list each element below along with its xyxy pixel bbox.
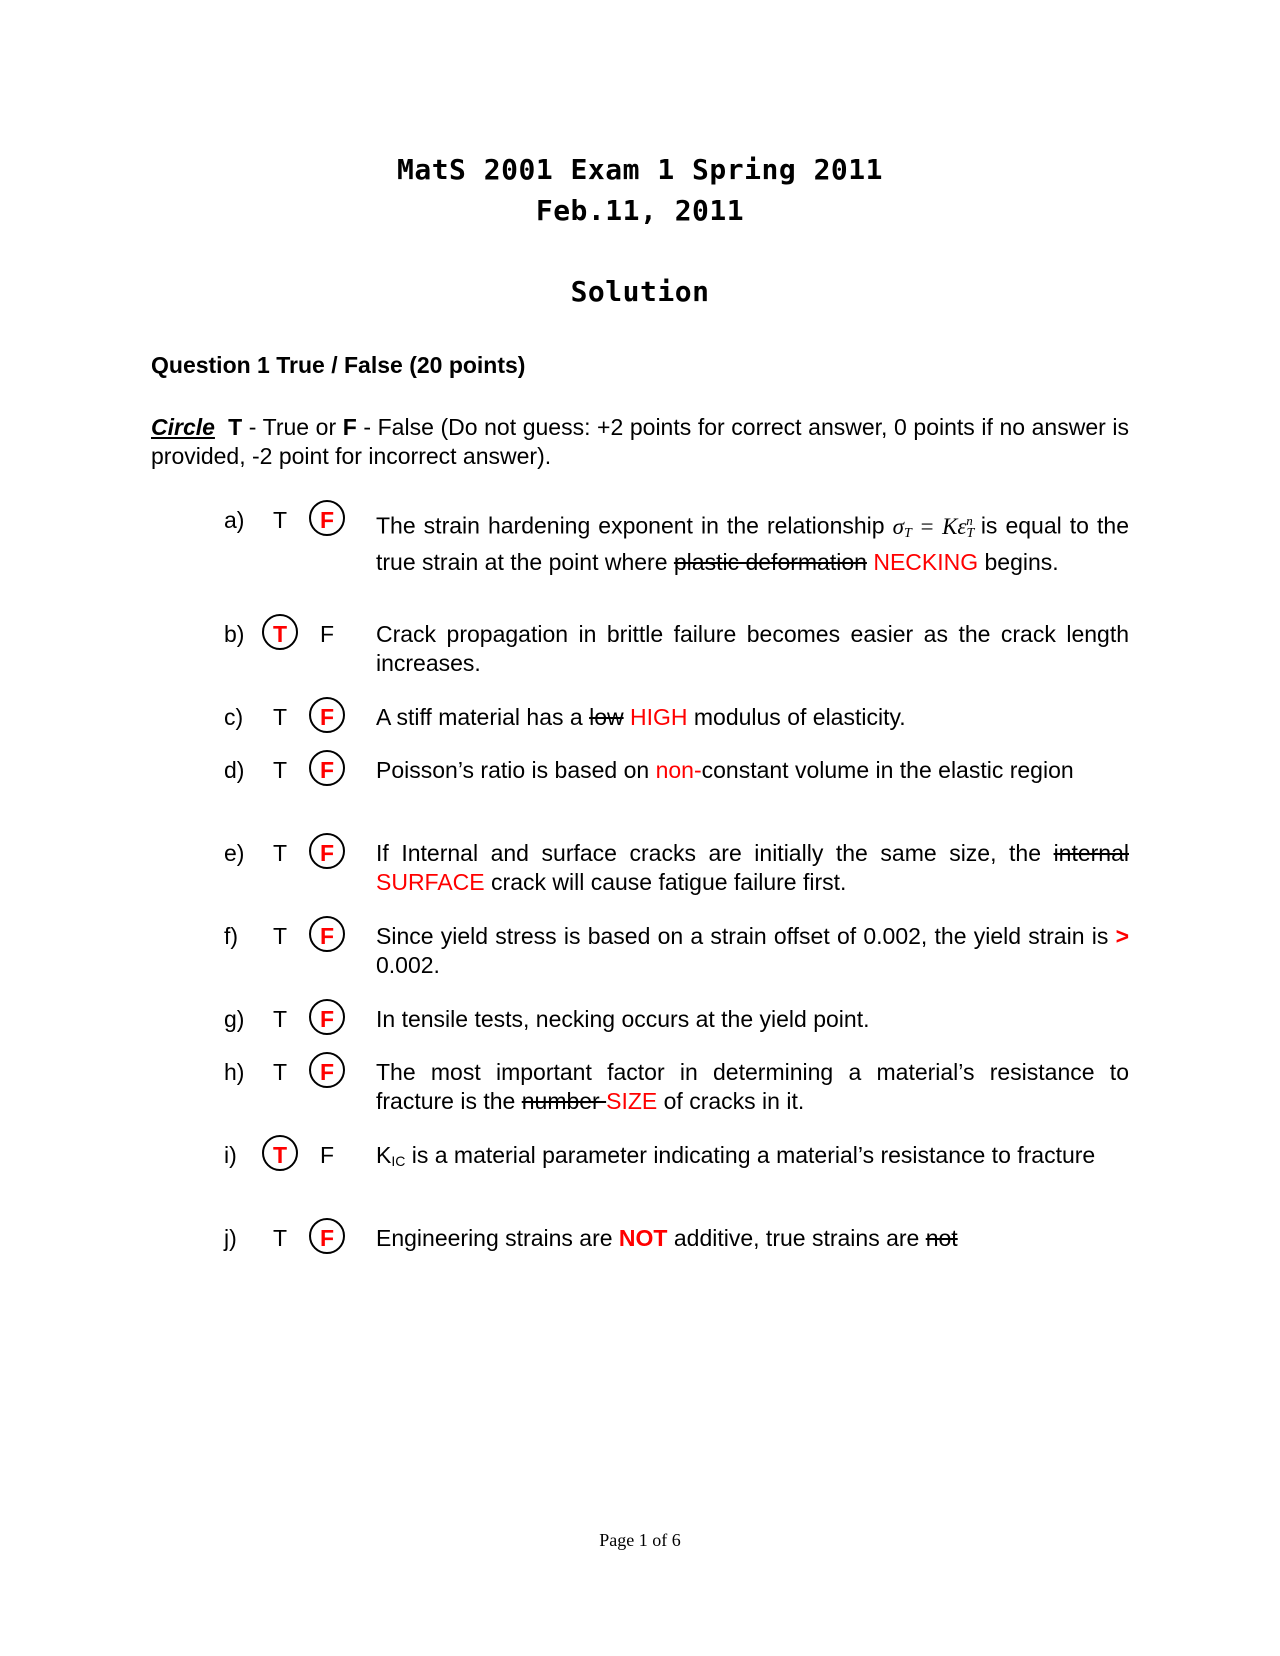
- text-run: The strain hardening exponent in the relationship: [376, 512, 893, 539]
- question-text: [376, 506, 1129, 577]
- question-label: c): [224, 704, 244, 730]
- option-true[interactable]: T: [272, 621, 288, 647]
- instr-true-letter: T: [228, 414, 243, 440]
- option-false[interactable]: F: [319, 757, 335, 783]
- question-text: $K_{IC}$ is a material parameter indicating a material’s resistance to fracture: [376, 1142, 1096, 1169]
- instructions: [151, 413, 1129, 471]
- question-heading: Question 1 True / False (20 points): [151, 352, 526, 378]
- subscript-ic: IC: [391, 1153, 406, 1169]
- instr-text-1: - True or: [242, 414, 343, 440]
- question-text: Since yield stress is based on a strain offset of 0.002, the yield strain is > 0.002.: [376, 923, 1129, 978]
- correction-text: non-: [655, 757, 702, 783]
- text-run: is equal to the true strain at the point where: [376, 512, 1129, 575]
- page-number: Page 1 of 6: [599, 1530, 681, 1550]
- exam-title-line1: MatS 2001 Exam 1 Spring 2011: [396, 153, 883, 186]
- struck-text: number: [521, 1088, 607, 1114]
- correction-text: HIGH: [623, 704, 688, 730]
- question-label: h): [224, 1059, 245, 1085]
- text-run: begins.: [978, 548, 1059, 575]
- option-true[interactable]: T: [272, 1059, 288, 1085]
- question-label: b): [224, 621, 245, 647]
- option-true[interactable]: T: [272, 840, 288, 866]
- question-text: In tensile tests, necking occurs at the yield point.: [376, 1006, 870, 1032]
- exam-title-line2: Feb.11, 2011: [535, 194, 745, 227]
- question-text: Crack propagation in brittle failure becomes easier as the crack length increases.: [376, 621, 1129, 676]
- instr-circle: Circle: [151, 414, 215, 440]
- instr-text-2: - False (Do not guess: +2 points for correct answer, 0 points if no answer is provided, -2 point for incorrect answer).: [151, 414, 1129, 469]
- question-label: e): [224, 840, 245, 866]
- question-label: i): [224, 1142, 237, 1168]
- option-true[interactable]: T: [272, 704, 288, 730]
- option-false[interactable]: F: [319, 1142, 335, 1168]
- exam-subtitle: Solution: [570, 275, 710, 308]
- question-text: Engineering strains are NOT additive, true strains are not: [376, 1225, 958, 1251]
- question-label: d): [224, 757, 245, 783]
- struck-text: low: [589, 704, 624, 730]
- option-true[interactable]: T: [272, 923, 288, 949]
- option-true[interactable]: T: [272, 1225, 288, 1251]
- option-false[interactable]: F: [319, 1059, 335, 1085]
- question-label: j): [224, 1225, 237, 1251]
- option-false[interactable]: F: [319, 1006, 335, 1032]
- option-true[interactable]: T: [272, 1142, 288, 1168]
- option-true[interactable]: T: [272, 1006, 288, 1032]
- correction-text: SURFACE: [376, 869, 485, 895]
- option-false[interactable]: F: [319, 923, 335, 949]
- option-false[interactable]: F: [319, 704, 335, 730]
- instr-false-letter: F: [342, 414, 357, 440]
- option-true[interactable]: T: [272, 507, 288, 533]
- question-text: If Internal and surface cracks are initially the same size, the internal SURFACE crack will cause fatigue failure first.: [376, 840, 1129, 895]
- question-text: Poisson’s ratio is based on non-constant volume in the elastic region: [376, 757, 1074, 783]
- correction-text: >: [1115, 923, 1129, 949]
- sigma-symbol: $\sigma_T = K\varepsilon_T^n$: [892, 513, 975, 541]
- option-true[interactable]: T: [272, 757, 288, 783]
- correction-text: NOT: [618, 1225, 668, 1251]
- question-text: A stiff material has a low HIGH modulus of elasticity.: [376, 704, 906, 730]
- option-false[interactable]: F: [319, 1225, 335, 1251]
- option-false[interactable]: F: [319, 621, 335, 647]
- question-text: The most important factor in determining a material’s resistance to fracture is the number SIZE of cracks in it.: [376, 1059, 1129, 1114]
- correction-text: SIZE: [606, 1088, 658, 1114]
- struck-text: not: [925, 1225, 958, 1251]
- question-label: f): [224, 923, 239, 949]
- option-false[interactable]: F: [319, 840, 335, 866]
- question-label: g): [224, 1006, 245, 1032]
- correction-text: NECKING: [866, 548, 979, 575]
- struck-text: plastic deformation: [673, 548, 867, 575]
- question-label: a): [224, 507, 245, 533]
- struck-text: internal: [1053, 840, 1129, 866]
- option-false[interactable]: F: [319, 507, 335, 533]
